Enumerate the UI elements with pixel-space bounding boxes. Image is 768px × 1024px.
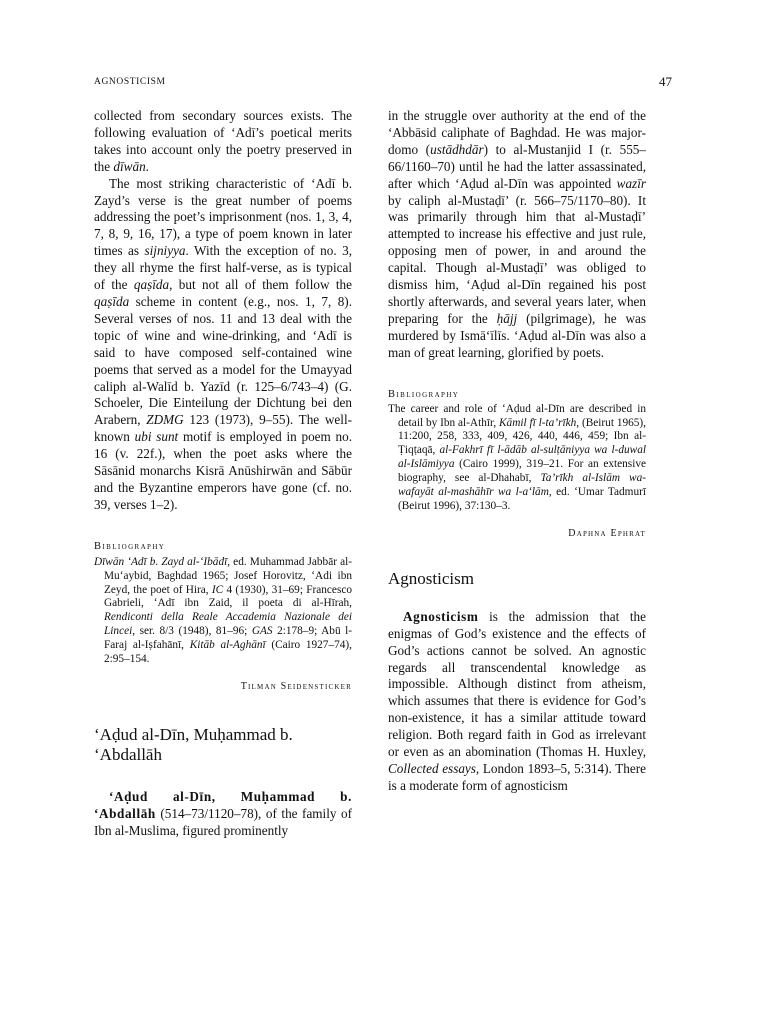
italic-title: Collected essays <box>388 761 476 776</box>
bibliography-heading: Bibliography <box>94 540 166 552</box>
paragraph-article-intro <box>388 609 646 795</box>
text-run: is the admission that the enigmas of God’s existence and the effects of God’s actions cannot be solved. An agnostic regards all transcendental knowledge as impossible. Although distinct from atheism, which assumes that there is evidence for God’s non-existence, it has a similar attitude toward religion. Both regard faith in God as irrelevant or even as an abomination (Thomas H. Huxley, <box>388 608 646 760</box>
paragraph-continued <box>388 108 646 362</box>
italic-title: Rendiconti della Reale Accademia Nazionale dei Lincei <box>104 611 352 638</box>
text-run: ) to al-Mustanjid I (r. 555–66/1160–70) until he had the latter assassinated, after which ‘Aḍud al-Dīn was appointed <box>388 141 646 191</box>
right-column <box>388 108 646 795</box>
text-run: 123 (1973), 9–55). The well-known <box>94 412 352 445</box>
italic-term: sijniyya <box>144 243 186 259</box>
author-signature: Daphna Ephrat <box>568 527 646 539</box>
text-run: scheme in content (e.g., nos. 1, 7, 8). Several verses of nos. 11 and 13 deal with the topic of wine and wine-drinking, and ‘Adī is said to have composed self-contained wine poems that served as a model for the Umayyad caliph al-Walīd b. Yazīd (r. 125–6/743–4) (G. Schoeler, Die Einteilung der Dichtung bei den Arabern, <box>94 293 352 428</box>
article-title: ‘Aḍud al-Dīn, Muḥammad b. ‘Abdallāh <box>94 725 293 764</box>
italic-term: ZDMG <box>146 412 184 428</box>
paragraph-characteristics <box>94 176 352 514</box>
text-run: (Cairo 1999), 319–21. For an extensive biography, see al-Dhahabī, <box>398 458 646 485</box>
text-run: by caliph al-Mustaḍī’ (r. 566–75/1170–80). It was primarily through him that al-Mustaḍī’ attempted to increase his effective and just rule, opposing men of power, in and around the capital. Though al-Mustaḍī’ was obliged to dismiss him, ‘Aḍud al-Dīn regained his post shortly afterwards, and several years later, when preparing for the <box>388 192 646 326</box>
italic-title: GAS <box>251 625 273 638</box>
text-run: , ser. 8/3 (1948), 81–96; <box>132 625 252 638</box>
lead-term: ‘Aḍud al-Dīn, Muḥammad b. ‘Abdallāh <box>94 789 352 821</box>
italic-term: wazīr <box>616 175 646 191</box>
italic-term: ustādhdār <box>430 141 484 157</box>
text-run: The career and role of ‘Aḍud al-Dīn are described in detail by Ibn al-Athīr, <box>388 402 646 429</box>
italic-term: qaṣīda <box>94 293 130 309</box>
text-run: (pilgrimage), he was murdered by Ismā‘īlīs. ‘Aḍud al-Dīn was also a man of great learning, glorified by poets. <box>388 310 646 360</box>
text-run: in the struggle over authority at the end of the ‘Abbāsid caliphate of Baghdad. He was major-domo ( <box>388 108 646 157</box>
text-run: collected from secondary sources exists. The following evaluation of ‘Adī’s poetical merits takes into account only the poetry preserved in the <box>94 108 352 174</box>
text-run: , ed. ‘Umar Tadmurī (Beirut 1996), 37:130–3. <box>398 486 646 512</box>
text-run: (Cairo 1927–74), 2:95–154. <box>104 639 352 666</box>
italic-term: qaṣīda <box>133 277 170 293</box>
left-column <box>94 108 352 840</box>
bibliography-entry <box>94 556 352 667</box>
running-title: AGNOSTICISM <box>94 77 166 87</box>
text-run: . <box>145 158 149 174</box>
text-run: (514–73/1120–78), of the family of Ibn al-Muslima, figured prominently <box>94 805 352 838</box>
italic-title: al-Fakhrī fī l-ādāb al-sulṭāniyya wa l-duwal al-Islāmiyya <box>398 444 646 471</box>
text-run: , but not all of them follow the <box>169 277 352 293</box>
text-run: motif is employed in poem no. 16 (v. 22f.), when the poet asks where the Sāsānid monarchs Kisrā Anūshirwān and Sābūr and the Byzantine emperors have gone (cf. no. 39, verses 1–2). <box>94 429 353 512</box>
article-title: Agnosticism <box>388 568 474 588</box>
page-number: 47 <box>659 74 672 89</box>
running-head <box>94 75 672 91</box>
italic-term: dīwān <box>113 158 146 174</box>
paragraph-continued <box>94 108 352 176</box>
text-run: , ed. Muhammad Jabbār al-Mu‘aybid, Baghdad 1965; Josef Horovitz, ‘Adi ibn Zeyd, the poet of Hira, <box>104 555 352 596</box>
paragraph-article-intro <box>94 789 352 840</box>
italic-title: Kāmil fī l-ta’rīkh <box>499 416 577 429</box>
italic-title: Dīwān ‘Adī b. Zayd al-‘Ibādī <box>94 555 228 568</box>
italic-title: IC <box>211 583 224 596</box>
italic-term: ḥājj <box>496 310 518 326</box>
text-run: , (Beirut 1965), 11:200, 258, 333, 409, 426, 440, 446, 459; Ibn al-Ṭiqṭaqā, <box>398 416 646 457</box>
author-signature: Tilman Seidensticker <box>240 681 352 692</box>
italic-term: ubi sunt <box>134 429 179 445</box>
bibliography-entry <box>388 403 646 514</box>
text-run: The most striking characteristic of ‘Adī b. Zayd’s verse is the great number of poems addressing the poet’s imprisonment (nos. 1, 3, 4, 7, 8, 9, 16, 17), a type of poem known in later times as <box>94 175 352 259</box>
bibliography-heading: Bibliography <box>388 388 460 400</box>
italic-title: Kitāb al-Aghānī <box>189 639 266 652</box>
lead-term: Agnosticism <box>403 608 479 624</box>
italic-title: Ta’rīkh al-Islām wa-wafayāt al-mashāhīr wa l-a‘lām <box>398 472 646 499</box>
text-run: 2:178–9; Abū l-Faraj al-Iṣfahānī, <box>104 625 353 652</box>
text-run: , London 1893–5, 5:314). There is a moderate form of agnosticism <box>388 761 646 793</box>
text-run: 4 (1930), 31–69; Francesco Gabrieli, ‘Adī ibn Zaid, il poeta di al-Hīrah, <box>104 583 353 610</box>
text-run: . With the exception of no. 3, they all rhyme the first half-verse, as is typical of the <box>94 243 352 293</box>
